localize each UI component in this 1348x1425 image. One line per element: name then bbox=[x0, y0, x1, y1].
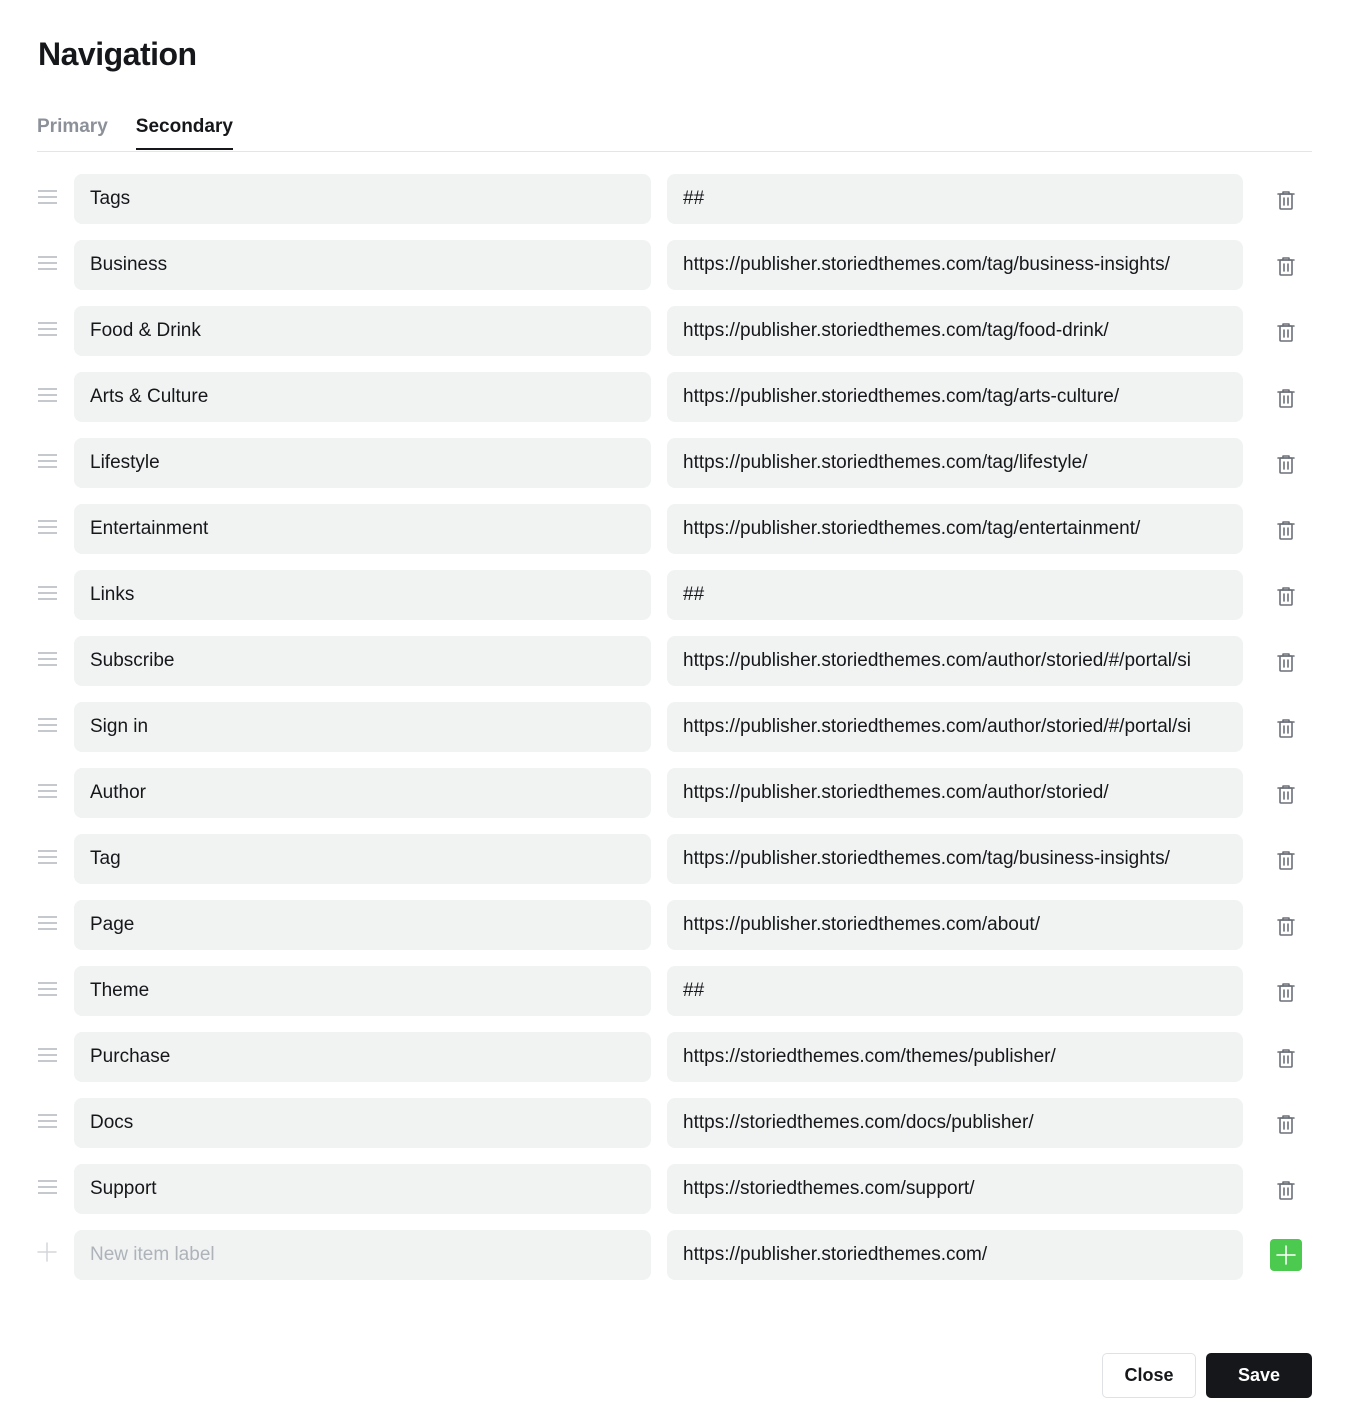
nav-item-url-input[interactable] bbox=[667, 966, 1243, 1016]
drag-handle-icon[interactable] bbox=[38, 1180, 57, 1194]
nav-item-label-input[interactable] bbox=[74, 240, 651, 290]
trash-icon[interactable] bbox=[1274, 848, 1298, 872]
drag-handle-icon[interactable] bbox=[38, 388, 57, 402]
trash-icon[interactable] bbox=[1274, 914, 1298, 938]
trash-icon[interactable] bbox=[1274, 188, 1298, 212]
new-item-label-input[interactable] bbox=[74, 1230, 651, 1280]
nav-item-label-input[interactable] bbox=[74, 636, 651, 686]
trash-icon[interactable] bbox=[1274, 716, 1298, 740]
trash-icon[interactable] bbox=[1274, 1112, 1298, 1136]
nav-item-url-input[interactable] bbox=[667, 1032, 1243, 1082]
nav-item-label-input[interactable] bbox=[74, 702, 651, 752]
page-title: Navigation bbox=[38, 36, 197, 72]
nav-item-url-input[interactable] bbox=[667, 834, 1243, 884]
nav-item-url-input[interactable] bbox=[667, 240, 1243, 290]
nav-item-row bbox=[0, 1164, 1348, 1214]
new-item-url-input[interactable] bbox=[667, 1230, 1243, 1280]
new-item-row bbox=[0, 1230, 1348, 1280]
drag-handle-icon[interactable] bbox=[38, 1048, 57, 1062]
drag-handle-icon[interactable] bbox=[38, 190, 57, 204]
trash-icon[interactable] bbox=[1274, 980, 1298, 1004]
trash-icon[interactable] bbox=[1274, 386, 1298, 410]
drag-handle-icon[interactable] bbox=[38, 454, 57, 468]
nav-item-label-input[interactable] bbox=[74, 174, 651, 224]
nav-item-row bbox=[0, 372, 1348, 422]
drag-handle-icon[interactable] bbox=[38, 256, 57, 270]
nav-item-row bbox=[0, 570, 1348, 620]
nav-item-url-input[interactable] bbox=[667, 306, 1243, 356]
nav-item-url-input[interactable] bbox=[667, 372, 1243, 422]
nav-item-url-input[interactable] bbox=[667, 768, 1243, 818]
drag-handle-icon[interactable] bbox=[38, 1114, 57, 1128]
nav-item-label-input[interactable] bbox=[74, 438, 651, 488]
nav-item-row bbox=[0, 174, 1348, 224]
add-item-button[interactable] bbox=[1270, 1239, 1302, 1271]
nav-item-row bbox=[0, 1098, 1348, 1148]
plus-icon bbox=[37, 1242, 57, 1262]
nav-item-row bbox=[0, 240, 1348, 290]
trash-icon[interactable] bbox=[1274, 1178, 1298, 1202]
save-button[interactable]: Save bbox=[1206, 1353, 1312, 1398]
nav-item-label-input[interactable] bbox=[74, 900, 651, 950]
nav-item-url-input[interactable] bbox=[667, 1164, 1243, 1214]
trash-icon[interactable] bbox=[1274, 518, 1298, 542]
drag-handle-icon[interactable] bbox=[38, 652, 57, 666]
tab-primary[interactable]: Primary bbox=[37, 116, 108, 137]
trash-icon[interactable] bbox=[1274, 452, 1298, 476]
drag-handle-icon[interactable] bbox=[38, 322, 57, 336]
nav-item-label-input[interactable] bbox=[74, 372, 651, 422]
nav-item-url-input[interactable] bbox=[667, 570, 1243, 620]
nav-item-url-input[interactable] bbox=[667, 636, 1243, 686]
nav-item-label-input[interactable] bbox=[74, 834, 651, 884]
nav-item-label-input[interactable] bbox=[74, 306, 651, 356]
nav-item-url-input[interactable] bbox=[667, 174, 1243, 224]
nav-item-label-input[interactable] bbox=[74, 1098, 651, 1148]
nav-item-row bbox=[0, 834, 1348, 884]
drag-handle-icon[interactable] bbox=[38, 916, 57, 930]
trash-icon[interactable] bbox=[1274, 782, 1298, 806]
nav-item-row bbox=[0, 1032, 1348, 1082]
nav-item-url-input[interactable] bbox=[667, 702, 1243, 752]
nav-item-row bbox=[0, 966, 1348, 1016]
close-button[interactable]: Close bbox=[1102, 1353, 1196, 1398]
drag-handle-icon[interactable] bbox=[38, 850, 57, 864]
nav-item-label-input[interactable] bbox=[74, 570, 651, 620]
trash-icon[interactable] bbox=[1274, 1046, 1298, 1070]
trash-icon[interactable] bbox=[1274, 254, 1298, 278]
trash-icon[interactable] bbox=[1274, 584, 1298, 608]
nav-item-list bbox=[0, 174, 1348, 1296]
drag-handle-icon[interactable] bbox=[38, 718, 57, 732]
drag-handle-icon[interactable] bbox=[38, 586, 57, 600]
tab-bar bbox=[37, 112, 1312, 152]
nav-item-label-input[interactable] bbox=[74, 966, 651, 1016]
nav-item-url-input[interactable] bbox=[667, 504, 1243, 554]
nav-item-row bbox=[0, 702, 1348, 752]
nav-item-row bbox=[0, 438, 1348, 488]
drag-handle-icon[interactable] bbox=[38, 520, 57, 534]
trash-icon[interactable] bbox=[1274, 320, 1298, 344]
nav-item-url-input[interactable] bbox=[667, 900, 1243, 950]
nav-item-url-input[interactable] bbox=[667, 1098, 1243, 1148]
nav-item-label-input[interactable] bbox=[74, 768, 651, 818]
tab-secondary[interactable]: Secondary bbox=[136, 112, 233, 150]
nav-item-row bbox=[0, 504, 1348, 554]
nav-item-url-input[interactable] bbox=[667, 438, 1243, 488]
nav-item-label-input[interactable] bbox=[74, 504, 651, 554]
nav-item-row bbox=[0, 306, 1348, 356]
nav-item-row bbox=[0, 768, 1348, 818]
drag-handle-icon[interactable] bbox=[38, 784, 57, 798]
nav-item-row bbox=[0, 636, 1348, 686]
drag-handle-icon[interactable] bbox=[38, 982, 57, 996]
nav-item-label-input[interactable] bbox=[74, 1032, 651, 1082]
nav-item-label-input[interactable] bbox=[74, 1164, 651, 1214]
trash-icon[interactable] bbox=[1274, 650, 1298, 674]
nav-item-row bbox=[0, 900, 1348, 950]
